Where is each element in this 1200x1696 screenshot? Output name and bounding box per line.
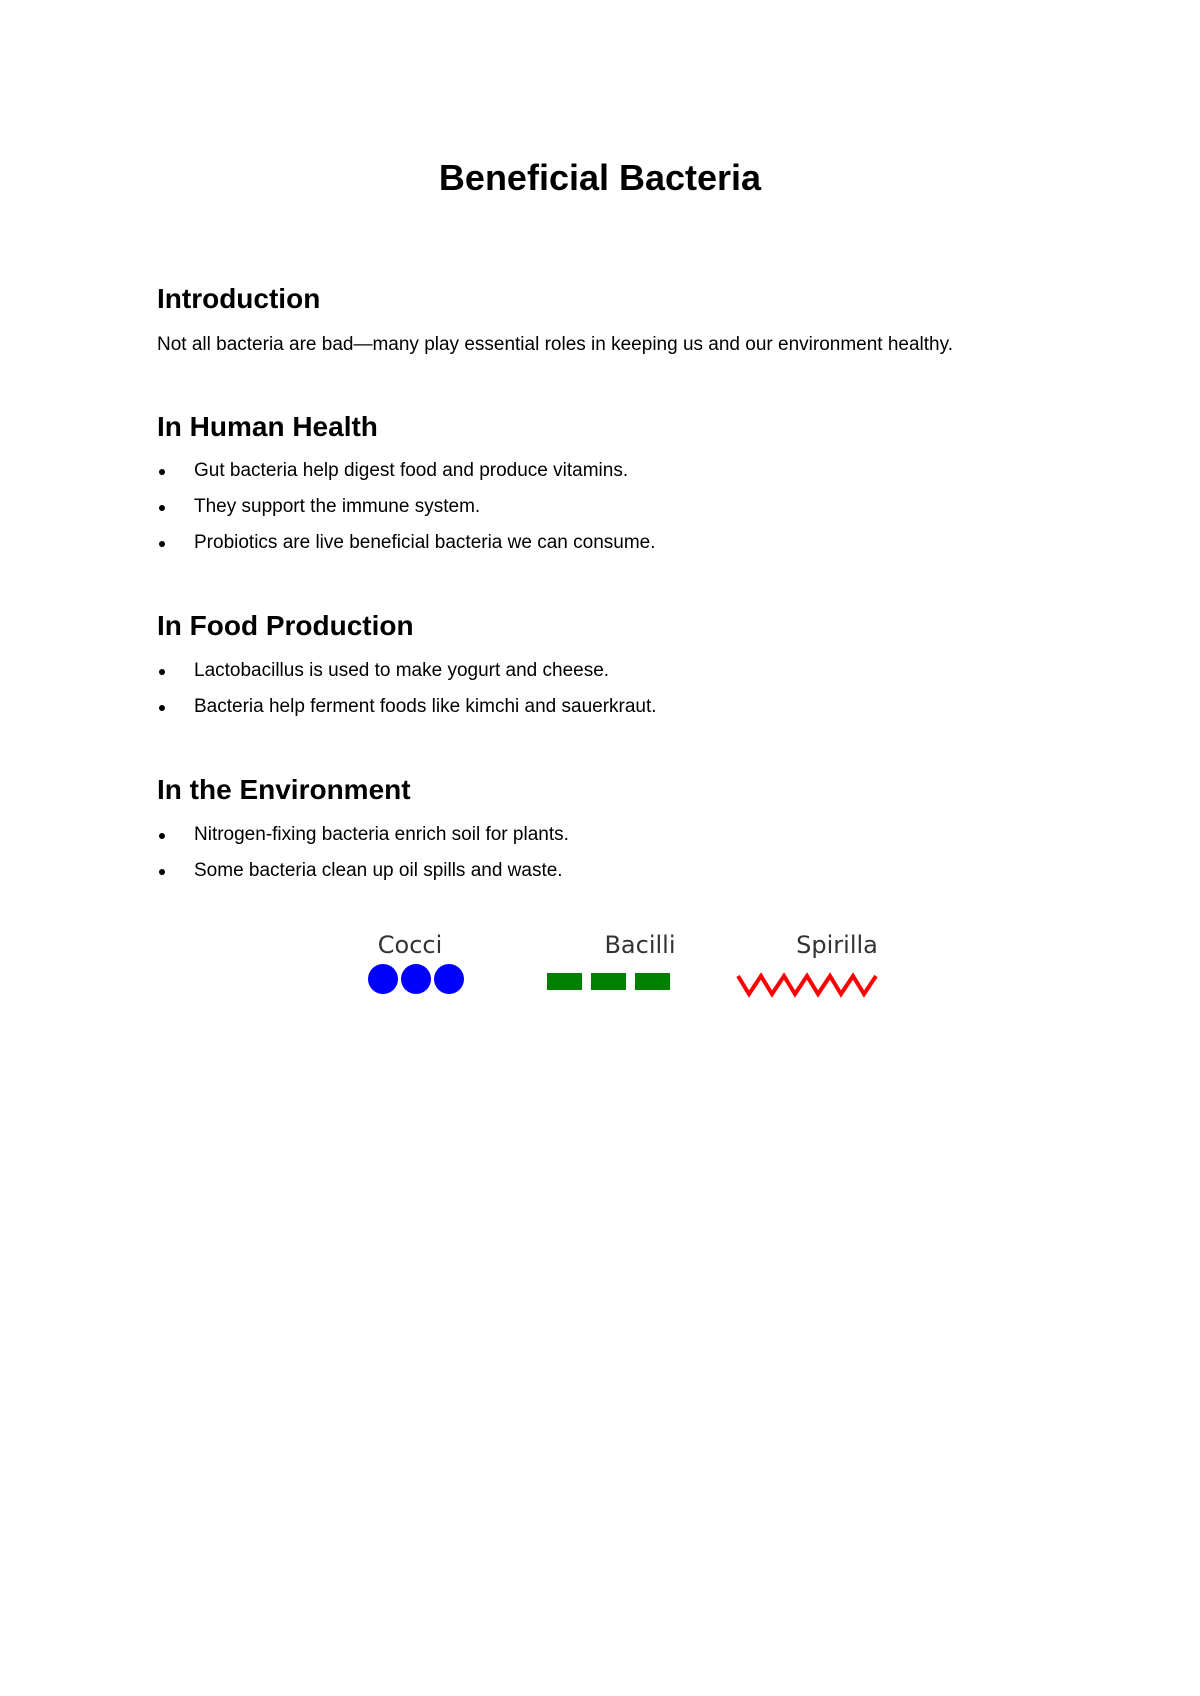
section-food-production <box>157 609 1057 717</box>
bullet-list <box>157 659 1057 731</box>
bullet-icon <box>159 505 165 511</box>
list-item: Probiotics are live beneficial bacteria we can consume. <box>157 531 1057 567</box>
section-heading: In Food Production <box>157 610 414 641</box>
document-title: Beneficial Bacteria <box>438 157 762 198</box>
circle-icon <box>401 964 431 994</box>
bacteria-shapes-figure <box>360 920 900 1030</box>
cocci-label: Cocci <box>377 931 443 959</box>
bullet-list <box>157 459 1057 567</box>
bullet-icon <box>159 469 165 475</box>
spiral-icon <box>738 976 876 994</box>
bacilli-label: Bacilli <box>604 931 676 959</box>
bullet-icon <box>159 669 165 675</box>
bacilli-shape <box>547 973 670 990</box>
section-introduction <box>157 282 1057 355</box>
list-item: They support the immune system. <box>157 495 1057 531</box>
bullet-list <box>157 823 1057 895</box>
cocci-shape <box>368 964 464 994</box>
section-environment <box>157 773 1057 881</box>
section-heading: In Human Health <box>157 411 378 442</box>
list-item: Some bacteria clean up oil spills and waste. <box>157 859 1057 895</box>
spirilla-label: Spirilla <box>796 931 878 959</box>
list-item: Lactobacillus is used to make yogurt and cheese. <box>157 659 1057 695</box>
section-human-health <box>157 410 1057 553</box>
bullet-icon <box>159 541 165 547</box>
bullet-icon <box>159 833 165 839</box>
bacteria-shapes-svg <box>360 920 900 1030</box>
bullet-icon <box>159 869 165 875</box>
rod-icon <box>547 973 582 990</box>
list-item: Bacteria help ferment foods like kimchi and sauerkraut. <box>157 695 1057 731</box>
list-item: Nitrogen-fixing bacteria enrich soil for plants. <box>157 823 1057 859</box>
circle-icon <box>434 964 464 994</box>
rod-icon <box>591 973 626 990</box>
section-heading: In the Environment <box>157 774 411 805</box>
list-item: Gut bacteria help digest food and produce vitamins. <box>157 459 1057 495</box>
rod-icon <box>635 973 670 990</box>
circle-icon <box>368 964 398 994</box>
section-heading: Introduction <box>157 283 321 314</box>
bullet-icon <box>159 705 165 711</box>
intro-paragraph: Not all bacteria are bad—many play essential roles in keeping us and our environment healthy. <box>157 334 953 355</box>
